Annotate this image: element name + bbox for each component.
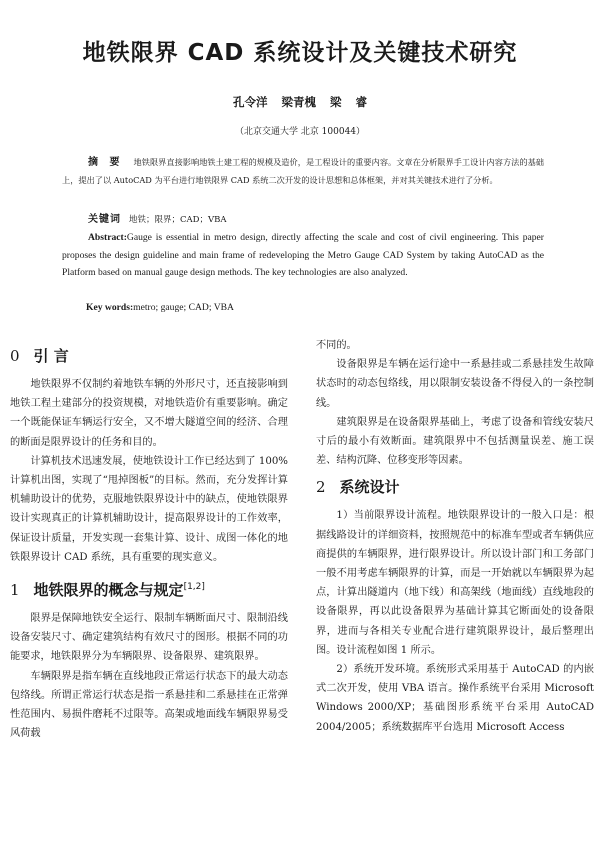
section-1-heading xyxy=(10,577,288,600)
right-column xyxy=(316,336,594,737)
section-0-number: 0 xyxy=(10,347,20,365)
keywords-en-label: Key words: xyxy=(86,302,134,313)
section-1-title: 地铁限界的概念与规定 xyxy=(33,581,184,600)
abstract-en-text: Gauge is essential in metro design, directly affecting the scale and cost of civil engineering. This paper proposes the design guideline and main frame of redeveloping the Metro Gauge CAD System by taking AutoCAD as the Platform based on manual gauge design methods. The key technologies are also analyzed. xyxy=(62,232,544,279)
paragraph: 1）当前限界设计流程。地铁限界设计的一般入口是：根据线路设计的详细资料，按照规范中的标准车型或者车辆供应商提供的车辆限界，进行限界设计。所以设计部门和工务部门一般不用考虑车辆限界的计算，而是一开始就以车辆限界为起点，计算出隧道内（地下线）和高架线（地面线）直线地段的设备限界，再以此设备限界为基础计算其它断面处的设备限界，进而与各相关专业配合进行建筑限界设计，最后整理出图。设计流程如图 1 所示。 xyxy=(316,510,594,656)
section-2-number: 2 xyxy=(316,478,326,497)
paragraph: 建筑限界是在设备限界基础上，考虑了设备和管线安装尺寸后的最小有效断面。建筑限界中不包括测量误差、施工误差、结构沉降、位移变形等因素。 xyxy=(316,416,594,467)
paragraph: 计算机技术迅速发展，使地铁设计工作已经达到了 100%计算机出图，实现了“甩掉图板”的目标。然而，充分发挥计算机辅助设计的优势，克服地铁限界设计中的缺点，使地铁限界设计实现真正的计算机辅助设计，提高限界设计的工作效率，保证设计质量，开发实现一套集计算、设计、成图一体化的地铁限界设计 CAD 系统，具有重要的现实意义。 xyxy=(10,455,288,563)
abstract-cn xyxy=(62,154,544,188)
paragraph: 不同的。 xyxy=(316,340,357,351)
affiliation: （北京交通大学 北京 100044） xyxy=(234,127,366,137)
keywords-cn xyxy=(88,210,226,225)
keywords-en-text: metro; gauge; CAD; VBA xyxy=(133,302,234,313)
paper-title: 地铁限界 CAD 系统设计及关键技术研究 xyxy=(82,40,518,66)
keywords-en xyxy=(86,302,234,313)
left-column xyxy=(10,336,288,743)
keywords-cn-text: 地铁；限界；CAD；VBA xyxy=(129,215,227,225)
paragraph: 限界是保障地铁安全运行、限制车辆断面尺寸、限制沿线设备安装尺寸、确定建筑结构有效尺寸的图形。根据不同的功能要求，地铁限界分为车辆限界、设备限界、建筑限界。 xyxy=(10,613,288,663)
abstract-cn-text: 地铁限界直接影响地铁土建工程的规模及造价，是工程设计的重要内容。文章在分析限界手工设计内容方法的基础上，提出了以 AutoCAD 为平台进行地铁限界 CAD 系统二次开发的设计思想和总体框架，并对其关键技术进行了分析。 xyxy=(62,157,544,185)
section-2-title: 系统设计 xyxy=(339,478,400,497)
authors: 孔令洋 梁青槐 梁 睿 xyxy=(232,95,367,109)
abstract-cn-label: 摘 要 xyxy=(88,157,124,168)
paragraph: 车辆限界是指车辆在直线地段正常运行状态下的最大动态包络线。所谓正常运行状态是指一系悬挂和二系悬挂在正常弹性范围内、易损件磨耗不过限等。高架或地面线车辆限界易受风荷载 xyxy=(10,670,288,740)
paragraph: 地铁限界不仅制约着地铁车辆的外形尺寸，还直接影响到地铁工程土建部分的投资规模，对地铁造价有重要影响。确定一个既能保证车辆运行安全，又不增大隧道空间的经济、合理的断面是限界设计的任务和目的。 xyxy=(10,379,288,448)
section-1-reference: [1,2] xyxy=(183,582,205,593)
abstract-en-label: Abstract: xyxy=(88,232,127,243)
section-0-heading xyxy=(10,346,288,366)
abstract-en xyxy=(62,229,544,282)
keywords-cn-label: 关键词 xyxy=(88,214,121,225)
paragraph: 2）系统开发环境。系统形式采用基于 AutoCAD 的内嵌式二次开发，使用 VBA 语言。操作系统平台采用 Microsoft Windows 2000/XP；基础图形系统平台采用 AutoCAD 2004/2005；系统数据库平台选用 Microsoft Access xyxy=(316,664,594,733)
section-2-heading xyxy=(316,477,594,497)
section-1-number: 1 xyxy=(10,581,20,600)
paragraph: 设备限界是车辆在运行途中一系悬挂或二系悬挂发生故障状态时的动态包络线，用以限制安装设备不得侵入的一条控制线。 xyxy=(316,359,594,409)
section-0-title: 引 言 xyxy=(33,347,69,365)
